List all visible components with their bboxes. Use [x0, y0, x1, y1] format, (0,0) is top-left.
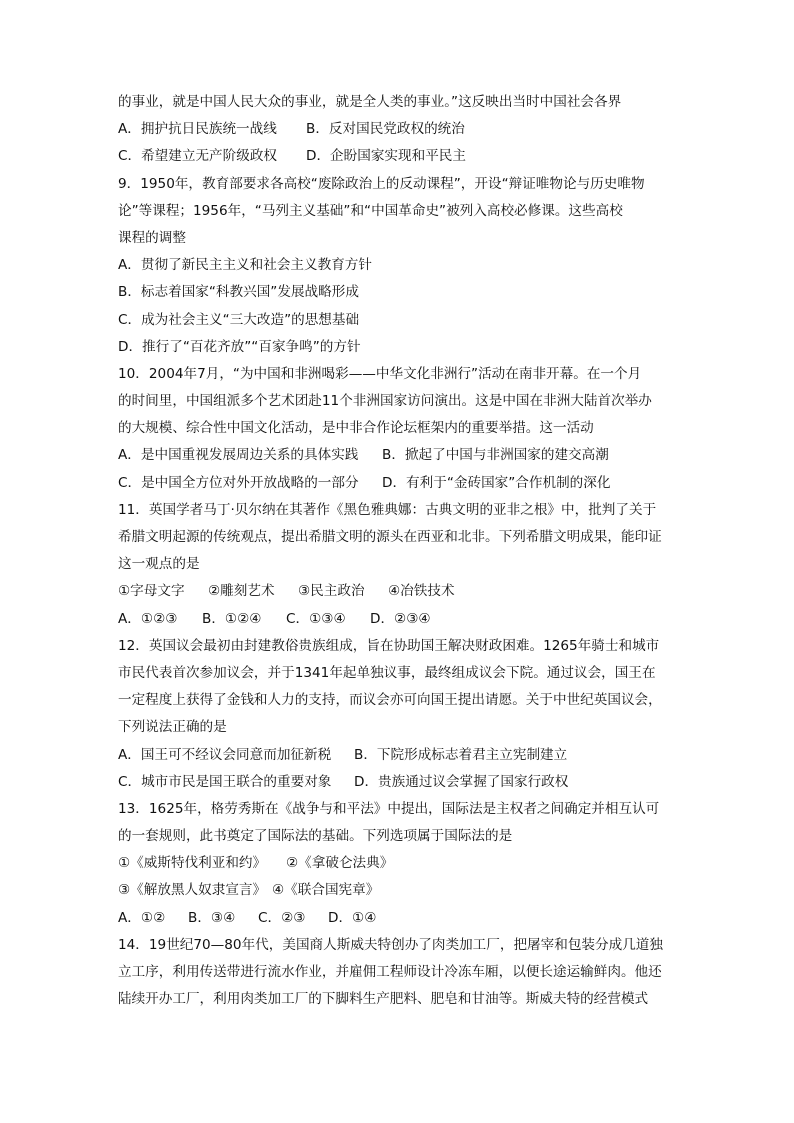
- q13-item-4: ④《联合国宪章》: [272, 882, 380, 899]
- q13-item-2: ②《拿破仑法典》: [286, 855, 394, 872]
- q11-stem-line-3: 这一观点的是: [118, 556, 200, 573]
- q9-option-b: B．标志着国家“科教兴国”发展战略形成: [118, 284, 359, 301]
- q11-item-4: ④冶铁技术: [388, 583, 455, 600]
- q13-stem-line-2: 的一套规则，此书奠定了国际法的基础。下列选项属于国际法的是: [118, 828, 513, 845]
- q12-options-row-1: [118, 742, 678, 769]
- q13-options-row: [118, 905, 678, 932]
- q13-stem-line-1: 13．1625年，格劳秀斯在《战争与和平法》中提出，国际法是主权者之间确定并相互认可: [118, 800, 660, 817]
- q14-stem-line-3: 陆续开办工厂，利用肉类加工厂的下脚料生产肥料、肥皂和甘油等。斯威夫特的经营模式: [118, 991, 649, 1008]
- q10-options-row-1: [118, 442, 678, 469]
- question-10: [118, 361, 678, 497]
- question-9: [118, 171, 678, 361]
- q12-option-a: A．国王可不经议会同意而加征新税: [118, 746, 332, 763]
- q14-stem-line-1: 14．19世纪70—80年代，美国商人斯威夫特创办了肉类加工厂，把屠宰和包装分成几道独: [118, 936, 663, 953]
- q9-stem-line-3: 课程的调整: [118, 229, 186, 246]
- exam-page: [118, 89, 678, 1013]
- q8-options-row-1: [118, 116, 678, 143]
- question-13: [118, 796, 678, 932]
- q9-stem-line-2: 论”等课程；1956年，“马列主义基础”和“中国革命史”被列入高校必修课。这些高校: [118, 202, 623, 219]
- q9-option-c: C．成为社会主义“三大改造”的思想基础: [118, 311, 360, 328]
- q9-stem-line-1: 9．1950年，教育部要求各高校“废除政治上的反动课程”，开设“辩证唯物论与历史唯物: [118, 175, 645, 192]
- q8-option-d: D．企盼国家实现和平民主: [306, 148, 466, 165]
- q13-item-3: ③《解放黑人奴隶宣言》: [118, 882, 267, 899]
- q12-stem-line-4: 下列说法正确的是: [118, 719, 227, 736]
- q8-option-c: C．希望建立无产阶级政权: [118, 148, 278, 165]
- q12-option-d: D．贵族通过议会掌握了国家行政权: [354, 773, 569, 790]
- q12-stem-line-1: 12．英国议会最初由封建教俗贵族组成，旨在协助国王解决财政困难。1265年骑士和城市: [118, 637, 660, 654]
- q8-options-row-2: [118, 143, 678, 170]
- q9-option-a: A．贯彻了新民主主义和社会主义教育方针: [118, 257, 372, 274]
- q14-stem-line-2: 立工序，利用传送带进行流水作业，并雇佣工程师设计冷冻车厢，以便长途运输鲜肉。他还: [118, 964, 662, 980]
- q11-option-a: A．①②③: [118, 610, 178, 627]
- q11-stem-line-1: 11．英国学者马丁·贝尔纳在其著作《黑色雅典娜：古典文明的亚非之根》中，批判了关于: [118, 501, 657, 518]
- q8-option-a: A．拥护抗日民族统一战线: [118, 121, 277, 138]
- q12-stem-line-2: 市民代表首次参加议会，并于1341年起单独议事，最终组成议会下院。通过议会，国王在: [118, 664, 656, 681]
- q13-option-d: D．①④: [328, 909, 377, 926]
- q10-option-a: A．是中国重视发展周边关系的具体实践: [118, 447, 359, 464]
- q11-stem-line-2: 希腊文明起源的传统观点，提出希腊文明的源头在西亚和北非。下列希腊文明成果，能印证: [118, 529, 662, 545]
- q10-option-b: B．掀起了中国与非洲国家的建交高潮: [382, 447, 609, 464]
- q13-items-row-2: [118, 877, 678, 904]
- q11-item-1: ①字母文字: [118, 583, 185, 600]
- q10-options-row-2: [118, 470, 678, 497]
- q11-item-2: ②雕刻艺术: [208, 583, 275, 600]
- q11-options-row: [118, 606, 678, 633]
- q11-item-3: ③民主政治: [298, 583, 365, 600]
- q11-items-row: [118, 578, 678, 605]
- q8-stem-continuation: 的事业，就是中国人民大众的事业，就是全人类的事业。”这反映出当时中国社会各界: [118, 94, 622, 110]
- q12-option-c: C．城市市民是国王联合的重要对象: [118, 773, 332, 790]
- q12-stem-line-3: 一定程度上获得了金钱和人力的支持，而议会亦可向国王提出请愿。关于中世纪英国议会，: [118, 692, 662, 709]
- q11-option-b: B．①②④: [202, 610, 262, 627]
- q10-option-c: C．是中国全方位对外开放战略的一部分: [118, 474, 359, 491]
- q12-options-row-2: [118, 769, 678, 796]
- q12-option-b: B．下院形成标志着君主立宪制建立: [354, 746, 568, 763]
- q10-stem-line-2: 的时间里，中国组派多个艺术团赴11个非洲国家访问演出。这是中国在非洲大陆首次举办: [118, 393, 652, 410]
- question-12: [118, 633, 678, 796]
- q13-option-a: A．①②: [118, 909, 166, 926]
- q11-option-d: D．②③④: [370, 610, 431, 627]
- q10-stem-line-3: 的大规模、综合性中国文化活动，是中非合作论坛框架内的重要举措。这一活动: [118, 420, 594, 437]
- q13-option-c: C．②③: [258, 909, 306, 926]
- q13-option-b: B．③④: [188, 909, 236, 926]
- q13-item-1: ①《威斯特伐利亚和约》: [118, 855, 267, 872]
- question-14: [118, 932, 678, 1014]
- q10-option-d: D．有利于“金砖国家”合作机制的深化: [382, 474, 611, 491]
- q13-items-row-1: [118, 850, 678, 877]
- q10-stem-line-1: 10．2004年7月，“为中国和非洲喝彩——中华文化非洲行”活动在南非开幕。在一个月: [118, 365, 642, 382]
- q11-option-c: C．①③④: [286, 610, 346, 627]
- q9-option-d: D．推行了“百花齐放”“百家争鸣”的方针: [118, 338, 361, 355]
- question-11: [118, 497, 678, 633]
- q8-option-b: B．反对国民党政权的统治: [306, 121, 465, 138]
